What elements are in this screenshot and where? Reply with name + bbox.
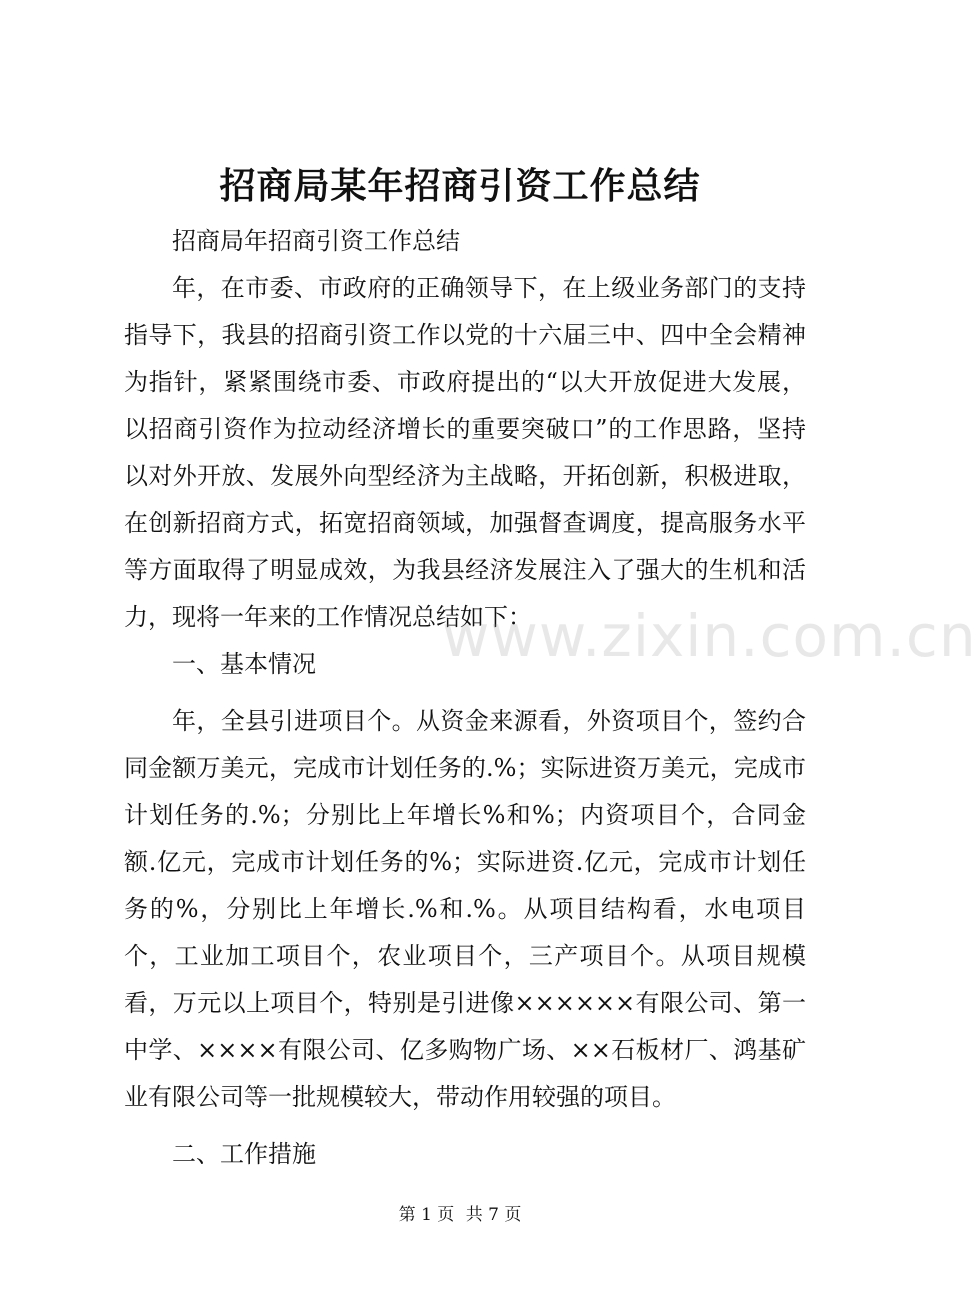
- page-footer: [0, 1200, 920, 1225]
- paragraph-intro: 年，在市委、市政府的正确领导下，在上级业务部门的支持指导下，我县的招商引资工作以党的十六届三中、四中全会精神为指针，紧紧围绕市委、市政府提出的“以大开放促进大发展，以招商引资作为拉动经济增长的重要突破口”的工作思路，坚持以对外开放、发展外向型经济为主战略，开拓创新，积极进取，在创新招商方式，拓宽招商领域，加强督查调度，提高服务水平等方面取得了明显成效，为我县经济发展注入了强大的生机和活力，现将一年来的工作情况总结如下：: [124, 274, 806, 631]
- document-body: [124, 218, 806, 1178]
- paragraph-basic-situation: 年，全县引进项目个。从资金来源看，外资项目个，签约合同金额万美元，完成市计划任务的.%；实际进资万美元，完成市计划任务的.%；分别比上年增长%和%；内资项目个，合同金额.亿元，完成市计划任务的%；实际进资.亿元，完成市计划任务的%，分别比上年增长.%和.%。从项目结构看，水电项目个，工业加工项目个，农业项目个，三产项目个。从项目规模看，万元以上项目个，特别是引进像××××××有限公司、第一中学、××××有限公司、亿多购物广场、××石板材厂、鸿基矿业有限公司等一批规模较大，带动作用较强的项目。: [124, 707, 806, 1111]
- section-heading-basic-situation: 一、基本情况: [172, 650, 316, 678]
- page-total: 共 7 页: [465, 1205, 522, 1225]
- watermark-text: www.zixin.com.cn: [442, 602, 977, 670]
- page-number: 第 1 页: [398, 1205, 455, 1225]
- document-title: 招商局某年招商引资工作总结: [219, 165, 701, 207]
- section-heading-work-measures: 二、工作措施: [172, 1140, 316, 1168]
- document-subtitle: 招商局年招商引资工作总结: [172, 227, 460, 255]
